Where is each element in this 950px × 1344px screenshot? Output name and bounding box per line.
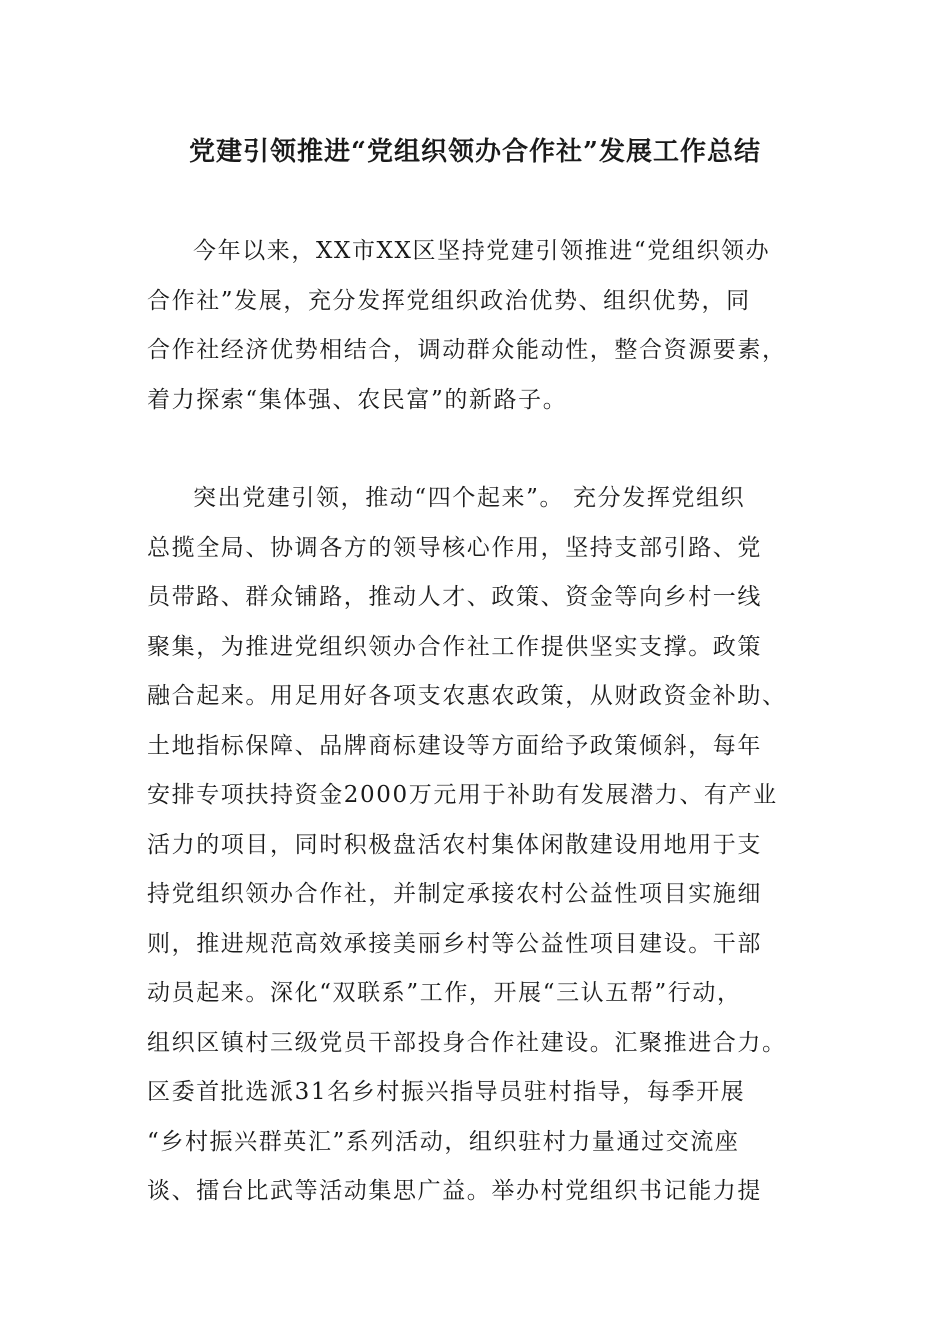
paragraph-1	[147, 227, 807, 425]
paragraph-line: 着力探索“集体强、农民富”的新路子。	[147, 386, 568, 413]
paragraph-line: 则，推进规范高效承接美丽乡村等公益性项目建设。干部	[147, 930, 762, 957]
paragraph-line: 组织区镇村三级党员干部投身合作社建设。汇聚推进合力。	[147, 1029, 787, 1056]
paragraph-line: 持党组织领办合作社，并制定承接农村公益性项目实施细	[147, 881, 762, 907]
paragraph-line: 融合起来。用足用好各项支农惠农政策，从财政资金补助、	[147, 683, 787, 709]
paragraph-line: 今年以来，XX市XX区坚持党建引领推进“党组织领办	[193, 238, 771, 264]
paragraph-line: 突出党建引领，推动“四个起来”。 充分发挥党组织	[193, 485, 746, 511]
paragraph-line: 土地指标保障、品牌商标建设等方面给予政策倾斜，每年	[147, 732, 762, 759]
paragraph-line: 合作社”发展，充分发挥党组织政治优势、组织优势，同	[147, 287, 751, 314]
paragraph-line: 活力的项目，同时积极盘活农村集体闲散建设用地用于支	[147, 831, 762, 858]
paragraph-line: 员带路、群众铺路，推动人才、政策、资金等向乡村一线	[147, 584, 762, 610]
paragraph-line: 合作社经济优势相结合，调动群众能动性，整合资源要素，	[147, 337, 787, 363]
paragraph-line: 动员起来。深化“双联系”工作，开展“三认五帮”行动，	[147, 980, 742, 1006]
paragraph-line: 谈、擂台比武等活动集思广益。举办村党组织书记能力提	[147, 1178, 762, 1204]
paragraph-line: 区委首批选派31名乡村振兴指导员驻村指导，每季开展	[147, 1079, 746, 1105]
paragraph-line: 安排专项扶持资金2000万元用于补助有发展潜力、有产业	[147, 782, 778, 808]
paragraph-2	[147, 474, 807, 1217]
document-title: 党建引领推进“党组织领办合作社”发展工作总结	[189, 137, 761, 167]
paragraph-line: 聚集，为推进党组织领办合作社工作提供坚实支撑。政策	[147, 633, 762, 660]
paragraph-line: “乡村振兴群英汇”系列活动，组织驻村力量通过交流座	[147, 1128, 740, 1155]
paragraph-line: 总揽全局、协调各方的领导核心作用，坚持支部引路、党	[147, 534, 762, 561]
